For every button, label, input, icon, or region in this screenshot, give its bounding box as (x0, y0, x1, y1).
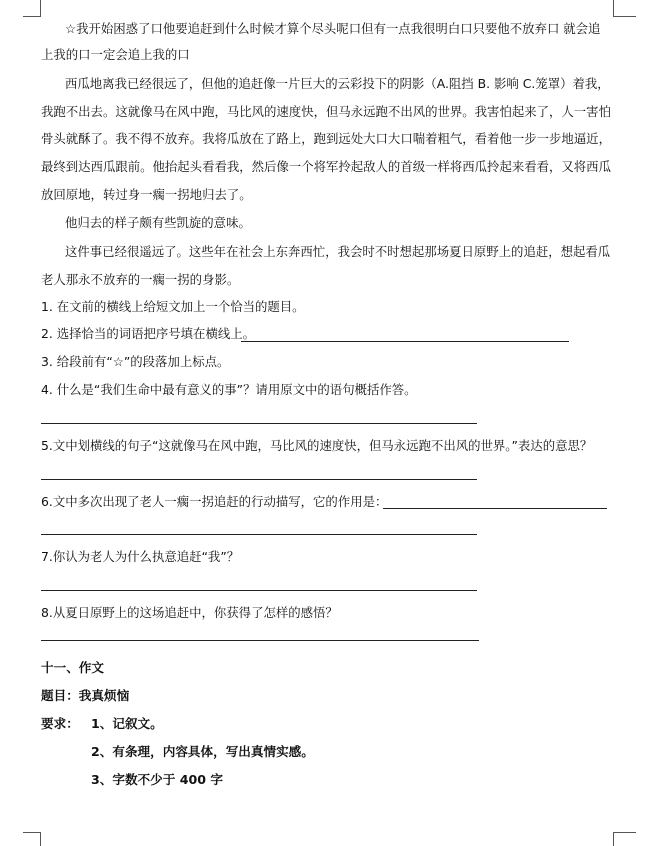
essay-heading: 十一、作文 (41, 660, 104, 675)
paragraph-line: 这件事已经很遥远了。这些年在社会上东奔西忙，我会时不时想起那场夏日原野上的追赶，想起看瓜 (65, 244, 611, 259)
paragraph-line: 老人那永不放弃的一瘸一拐的身影。 (41, 272, 240, 287)
question-4: 4. 什么是“我们生命中最有意义的事”？请用原文中的语句概括作答。 (41, 382, 417, 397)
crop-mark-bottom-left (23, 832, 41, 846)
paragraph-line: 放回原地，转过身一瘸一拐地归去了。 (41, 187, 252, 202)
question-6: 6.文中多次出现了老人一瘸一拐追赶的行动描写，它的作用是： (41, 494, 388, 509)
answer-line-2[interactable] (241, 341, 569, 342)
essay-title: 题目：我真烦恼 (41, 688, 130, 703)
crop-mark-bottom-right (613, 832, 636, 846)
essay-requirement-1: 1、记叙文。 (91, 716, 163, 731)
question-8: 8.从夏日原野上的这场追赶中，你获得了怎样的感悟？ (41, 605, 338, 620)
paragraph-line: 上我的口一定会追上我的口 (41, 47, 190, 62)
question-1: 1. 在文前的横线上给短文加上一个恰当的题目。 (41, 299, 305, 314)
answer-line-5[interactable] (41, 479, 477, 480)
paragraph-line: ☆我开始困惑了口他要追赶到什么时候才算个尽头呢口但有一点我很明白口只要他不放弃口 就会追 (65, 21, 601, 36)
answer-line-4[interactable] (41, 423, 477, 424)
crop-mark-top-left (23, 0, 41, 17)
paragraph-line: 他归去的样子颇有些凯旋的意味。 (65, 215, 251, 230)
essay-requirements-label: 要求： (41, 716, 79, 731)
answer-line-6a[interactable] (383, 508, 607, 509)
question-5: 5.文中划横线的句子“这就像马在风中跑，马比风的速度快，但马永远跑不出风的世界。”表达的意思？ (41, 438, 593, 453)
paragraph-line: 西瓜地离我已经很远了，但他的追赶像一片巨大的云彩投下的阴影（A.阻挡 B. 影响 C.笼罩）着我， (65, 76, 610, 91)
answer-line-6b[interactable] (41, 534, 477, 535)
question-7: 7.你认为老人为什么执意追赶“我”？ (41, 549, 240, 564)
paragraph-line: 骨头就酥了。我不得不放弃。我将瓜放在了路上，跑到远处大口大口喘着粗气，看着他一步一步地逼近， (41, 131, 611, 146)
question-2: 2. 选择恰当的词语把序号填在横线上。 (41, 326, 256, 341)
crop-mark-top-right (613, 0, 636, 17)
essay-requirement-3: 3、字数不少于 400 字 (91, 772, 223, 787)
paragraph-line: 我跑不出去。这就像马在风中跑，马比风的速度快，但马永远跑不出风的世界。我害怕起来了，人一害怕 (41, 104, 611, 119)
paragraph-line: 最终到达西瓜跟前。他抬起头看看我，然后像一个将军拎起敌人的首级一样将西瓜拎起来看看，又将西瓜 (41, 159, 611, 174)
answer-line-7[interactable] (41, 590, 477, 591)
essay-requirement-2: 2、有条理，内容具体，写出真情实感。 (91, 744, 314, 759)
answer-line-8[interactable] (41, 640, 479, 641)
question-3: 3. 给段前有“☆”的段落加上标点。 (41, 354, 230, 369)
